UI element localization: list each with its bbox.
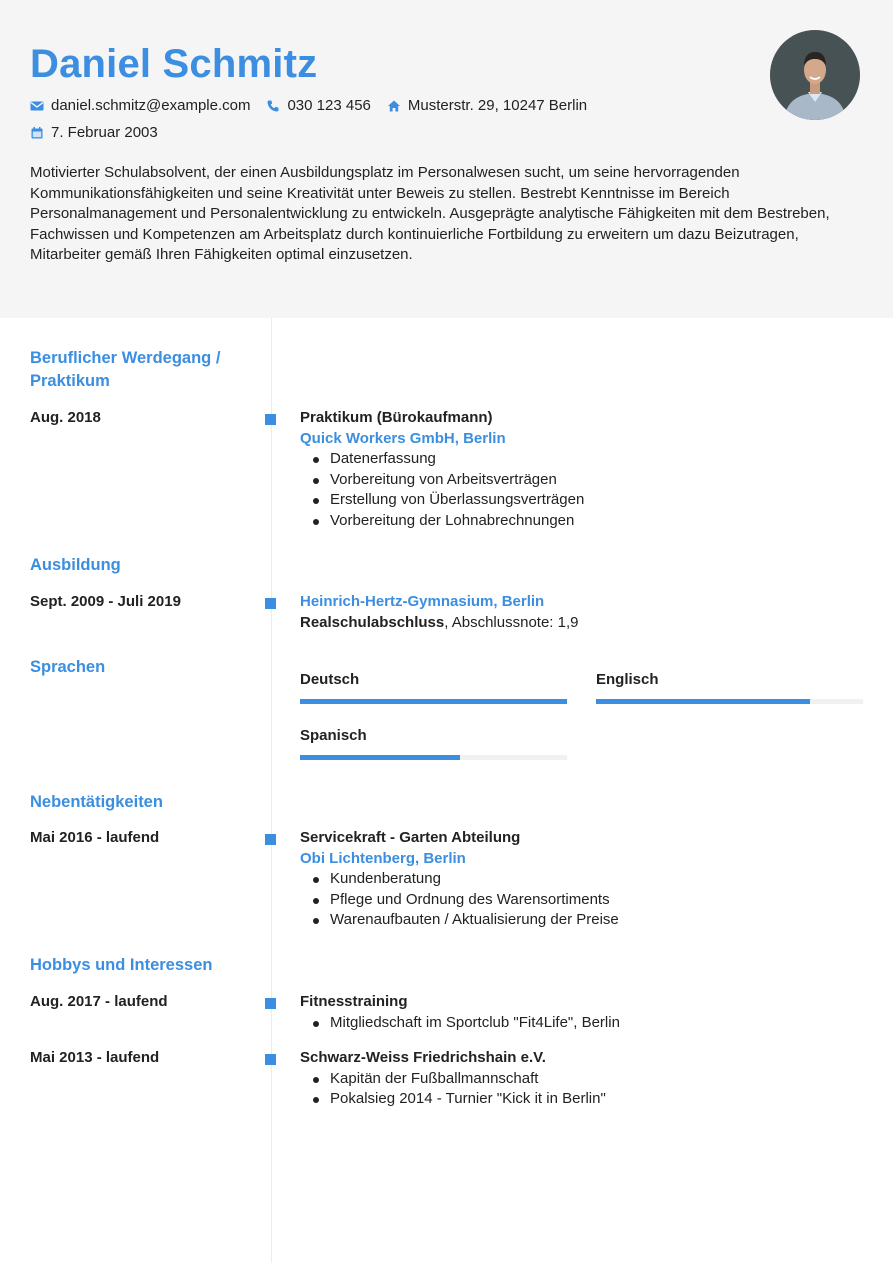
- candidate-name: Daniel Schmitz: [30, 42, 318, 86]
- list-item: Kapitän der Fußballmannschaft: [330, 1069, 860, 1090]
- entry-degree: Realschulabschluss: [300, 613, 445, 631]
- profile-photo: [770, 30, 860, 120]
- phone-item: [266, 97, 370, 114]
- entry-bullets: [300, 449, 860, 531]
- profile-summary: Motivierter Schulabsolvent, der einen Ausbildungsplatz im Personalwesen sucht, um seine hervorragenden Kommunikationsfähigkeiten und seine Kreativität unter Beweis zu stellen. Bestrebt Kenntnisse im Bereich Personalmanagement und Personalentwicklung zu entwickeln. Ausgeprägte analytische Fähigkeiten mit dem Bestreben, Fachwissen und Kompetenzen am Arbeitsplatz durch kontinuierliche Fortbildung zu erweitern um dazu Beizutragen, Mitarbeiter gemäß Ihren Fähigkeiten optimal einzusetzen.: [30, 164, 830, 264]
- timeline-marker: [265, 414, 276, 425]
- birthdate-text: 7. Februar 2003: [51, 124, 158, 141]
- list-item: Datenerfassung: [330, 449, 860, 470]
- language-name: Spanisch: [300, 727, 367, 744]
- language-item: [596, 671, 863, 688]
- entry-title: Praktikum (Bürokaufmann): [300, 409, 493, 426]
- timeline-divider: [271, 318, 272, 1263]
- experience-entry: [300, 408, 860, 532]
- language-item: [300, 671, 567, 688]
- list-item: Warenaufbauten / Aktualisierung der Preise: [330, 910, 860, 931]
- resume-header: [0, 0, 893, 318]
- language-level-fill: [300, 699, 567, 704]
- language-level-bar: [596, 699, 863, 704]
- section-title-education: Ausbildung: [30, 556, 121, 574]
- list-item: Kundenberatung: [330, 869, 860, 890]
- language-level-bar: [300, 755, 567, 760]
- language-item: [300, 727, 567, 744]
- list-item: Vorbereitung der Lohnabrechnungen: [330, 511, 860, 532]
- contact-row: [30, 97, 603, 114]
- list-item: Erstellung von Überlassungsverträgen: [330, 490, 860, 511]
- entry-date: Aug. 2017 - laufend: [30, 993, 168, 1010]
- entry-title: Fitnesstraining: [300, 993, 408, 1010]
- entry-date: Sept. 2009 - Juli 2019: [30, 593, 181, 610]
- section-title-languages: Sprachen: [30, 658, 106, 676]
- entry-date: Mai 2013 - laufend: [30, 1049, 160, 1066]
- side-job-entry: [300, 828, 860, 931]
- birthdate-item: [30, 124, 158, 141]
- timeline-marker: [265, 598, 276, 609]
- entry-title: Servicekraft - Garten Abteilung: [300, 829, 521, 846]
- mail-icon: [30, 99, 44, 113]
- entry-degree-line: [300, 613, 860, 634]
- hobby-entry: [300, 1048, 860, 1110]
- section-title-side-jobs: Nebentätigkeiten: [30, 793, 163, 811]
- list-item: Pflege und Ordnung des Warensortiments: [330, 890, 860, 911]
- entry-organization: Quick Workers GmbH, Berlin: [300, 429, 506, 447]
- language-name: Englisch: [596, 671, 659, 688]
- entry-title: Schwarz-Weiss Friedrichshain e.V.: [300, 1049, 546, 1066]
- entry-bullets: [300, 1013, 860, 1034]
- timeline-marker: [265, 998, 276, 1009]
- language-name: Deutsch: [300, 671, 360, 688]
- language-level-fill: [596, 699, 810, 704]
- calendar-icon: [30, 126, 44, 140]
- education-entry: [300, 592, 860, 633]
- list-item: Mitgliedschaft im Sportclub "Fit4Life", Berlin: [330, 1013, 860, 1034]
- entry-grade: , Abschlussnote: 1,9: [444, 613, 579, 631]
- timeline-marker: [265, 834, 276, 845]
- birthdate-row: [30, 124, 174, 141]
- email-text: daniel.schmitz@example.com: [51, 97, 251, 114]
- section-title-experience: Beruflicher Werdegang / Praktikum: [30, 349, 221, 390]
- entry-organization: Obi Lichtenberg, Berlin: [300, 849, 466, 867]
- entry-date: Mai 2016 - laufend: [30, 829, 160, 846]
- hobby-entry: [300, 992, 860, 1033]
- email-item: [30, 97, 250, 114]
- entry-organization: Heinrich-Hertz-Gymnasium, Berlin: [300, 593, 545, 610]
- address-text: Musterstr. 29, 10247 Berlin: [407, 97, 588, 114]
- entry-date: Aug. 2018: [30, 409, 101, 426]
- list-item: Vorbereitung von Arbeitsverträgen: [330, 470, 860, 491]
- address-item: [387, 97, 587, 114]
- timeline-marker: [265, 1054, 276, 1065]
- phone-text: 030 123 456: [287, 97, 371, 114]
- language-level-fill: [300, 755, 460, 760]
- list-item: Pokalsieg 2014 - Turnier "Kick it in Berlin": [330, 1089, 860, 1110]
- entry-bullets: [300, 869, 860, 931]
- entry-bullets: [300, 1069, 860, 1110]
- phone-icon: [266, 99, 280, 113]
- home-icon: [387, 99, 401, 113]
- language-level-bar: [300, 699, 567, 704]
- section-title-hobbies: Hobbys und Interessen: [30, 956, 213, 974]
